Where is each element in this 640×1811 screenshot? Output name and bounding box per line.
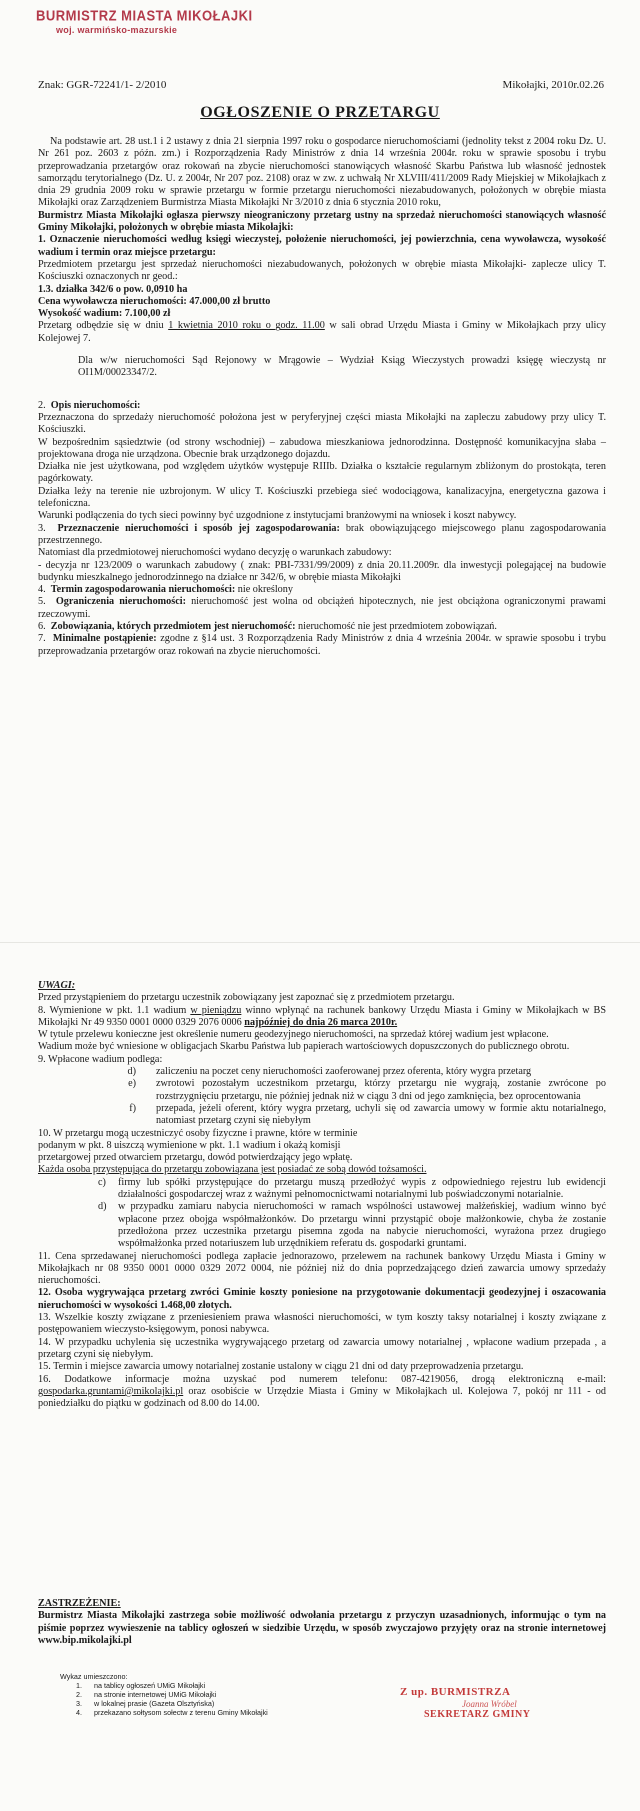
remarks-point-10-b: podanym w pkt. 8 uiszczą wymienione w pkt. 1.1 wadium i okażą komisji	[38, 1139, 341, 1151]
section-7-text: zgodne z §14 ust. 3 Rozporządzenia Rady Ministrów z dnia 4 września 2004r. w sprawie sposobu i trybu przeprowadzania przetargów oraz rokowań na zbycie nieruchomości.	[38, 633, 606, 657]
list-text: firmy lub spółki przystępujące do przetargu muszą przedłożyć wypis z odpowiedniego rejestru lub ewidencji działalności gospodarczej wraz z ważnymi pełnomocnictwami notarialnymi lub poświadczonymi notarialnie.	[118, 1176, 606, 1201]
stamp-line-2: woj. warmińsko-mazurskie	[56, 25, 178, 35]
plot-info: 1.3. działka 342/6 o pow. 0,0910 ha	[38, 283, 188, 295]
list-letter: f)	[129, 1102, 136, 1114]
list-item	[38, 1066, 606, 1078]
p16-prefix: 16. Dodatkowe informacje można uzyskać pod numerem telefonu: 087-4219056, drogą elektroniczną e-mail:	[38, 1373, 606, 1385]
reservation-heading: ZASTRZEŻENIE:	[38, 1598, 121, 1609]
list-text: na tablicy ogłoszeń UMiG Mikołajki	[94, 1681, 206, 1690]
list-letter: c)	[98, 1176, 106, 1188]
deposit-amount: Wysokość wadium: 7.100,00 zł	[38, 308, 171, 320]
section-5-text: nieruchomość jest wolna od obciążeń hipotecznych, nie jest obciążona ograniczonymi prawami rzeczowymi.	[38, 596, 607, 620]
section-4-num: 4.	[38, 584, 46, 596]
signature-name: Joanna Wróbel	[462, 1699, 517, 1709]
list-text: na stronie internetowej UMiG Mikołajki	[94, 1690, 217, 1699]
section-6-num: 6.	[38, 620, 46, 632]
list-text: zwrotowi pozostałym uczestnikom przetargu, którzy przetargu nie wygrają, zostanie zwrócone po rozstrzygnięciu przetargu, nie później jednak niż w ciągu 3 dni od jego zamknięcia, bez oprocentowania	[156, 1078, 606, 1102]
section-7	[38, 633, 606, 658]
list-number: 4.	[76, 1708, 82, 1717]
reservation-text: Burmistrz Miasta Mikołajki zastrzega sobie możliwość odwołania przetargu z przyczyn uzasadnionych, informując o tym na piśmie poprzez wywieszenie na tablicy ogłoszeń w siedzibie Urzędu, w sposób zwyczajowo przyjęty oraz na stronie internetowej www.bip.mikolajki.pl	[38, 1610, 606, 1646]
section-7-title: Minimalne postąpienie:	[52, 633, 157, 645]
remarks-point-15: 15. Termin i miejsce zawarcia umowy notarialnej zostanie ustalony w ciągu 21 dni od daty przeprowadzenia przetargu.	[38, 1361, 524, 1373]
list-text: w lokalnej prasie (Gazeta Olsztyńska)	[94, 1699, 215, 1708]
remarks-point-14: 14. W przypadku uchylenia się uczestnika wygrywającego przetarg od zawarcia umowy notarialnej , wpłacone wadium przepada , a przetarg czyni się niebyłym.	[38, 1336, 606, 1360]
list-item	[60, 1708, 268, 1717]
remarks-point-10-c: przetargowej przed otwarciem przetargu, dowód potwierdzający jego wpłatę.	[38, 1152, 353, 1164]
auction-date-suffix: w sali obrad Urzędu Miasta i Gminy w Mikołajkach przy ulicy Kolejowej 7.	[38, 320, 607, 344]
section-2-line: Działka leży na terenie nie uzbrojonym. W ulicy T. Kościuszki przebiega sieć wodociągowa, kanalizacyjna, energetyczna gazowa i telefoniczna.	[38, 485, 606, 510]
section-1-text: Przedmiotem przetargu jest sprzedaż nieruchomości niezabudowanych, położonych w obrębie miasta Mikołajki- zaplecze ulicy T. Kościuszki oznaczonych nr geod.:	[38, 258, 606, 283]
remarks-point-10: 10. W przetargu mogą uczestniczyć osoby fizyczne i prawne, które w terminie	[38, 1127, 358, 1139]
p8-account: winno wpłynąć na rachunek bankowy Urzędu Miasta i Gminy w Mikołajkach w BS Mikołajki Nr 49 9350 0001 0000 0329 2076 0006	[38, 1004, 606, 1028]
list-text: zaliczeniu na poczet ceny nieruchomości zaoferowanej przez oferenta, który wygra przetarg	[156, 1066, 532, 1078]
list-item	[38, 1103, 606, 1128]
section-2-line: Działka nie jest użytkowana, pod względem użytków występuje RIIIb. Działka o kształcie regularnym zbliżonym do prostokąta, teren pagórkowaty.	[38, 461, 606, 485]
signature-line-1: Z up. BURMISTRZA	[400, 1686, 511, 1698]
p16-suffix: oraz osobiście w Urzędzie Miasta i Gminy w Mikołajkach ul. Kolejowa 7, pokój nr 111 - od poniedziałku do piątku w godzinach od 8.00 do 14.00.	[38, 1385, 606, 1410]
section-3-text: brak obowiązującego miejscowego planu zagospodarowania przestrzennego.	[38, 522, 606, 546]
distribution-list	[60, 1672, 268, 1717]
list-letter: e)	[128, 1078, 136, 1090]
remarks-point-13: 13. Wszelkie koszty związane z przeniesieniem prawa własności nieruchomości, w tym koszty taksy notarialnej i koszty związane z postępowaniem wieczysto-księgowym, ponosi nabywca.	[38, 1312, 606, 1336]
section-4-text: nie określony	[235, 584, 293, 596]
list-text: przepada, jeżeli oferent, który wygra przetarg, uchyli się od zawarcia umowy w formie aktu notarialnego, natomiast przetarg czyni się niebyłym	[156, 1102, 606, 1127]
section-3-title: Przeznaczenie nieruchomości i sposób jej zagospodarowania:	[57, 522, 340, 534]
section-4	[38, 584, 606, 596]
distribution-heading: Wykaz umieszczono:	[60, 1672, 128, 1681]
p8-prefix: 8. Wymienione w pkt. 1.1 wadium	[38, 1004, 191, 1016]
section-3	[38, 523, 606, 548]
remarks-point-8	[38, 1005, 606, 1030]
auction-date-prefix: Przetarg odbędzie się w dniu	[38, 320, 169, 332]
list-item	[60, 1699, 268, 1708]
section-3-line: Natomiast dla przedmiotowej nieruchomości wydano decyzję o warunkach zabudowy:	[38, 547, 392, 559]
sign-reference: Znak: GGR-72241/1- 2/2010	[38, 79, 167, 91]
p8-cash: w pieniądzu	[190, 1004, 242, 1016]
section-5-title: Ograniczenia nieruchomości:	[55, 596, 186, 608]
list-letter: d)	[127, 1066, 136, 1078]
section-7-num: 7.	[38, 633, 46, 645]
remarks-point-8-b: W tytule przelewu konieczne jest określenie numeru geodezyjnego nieruchomości, na sprzedaż której wadium jest wpłacone.	[38, 1029, 549, 1041]
page-divider	[0, 942, 640, 943]
starting-price: Cena wywoławcza nieruchomości: 47.000,00 zł brutto	[38, 295, 271, 307]
list-item	[38, 1078, 606, 1103]
list-number: 2.	[76, 1690, 82, 1699]
section-6-text: nieruchomość nie jest przedmiotem zobowiązań.	[295, 620, 497, 632]
section-1-heading: 1. Oznaczenie nieruchomości według księgi wieczystej, położenie nieruchomości, jej powierzchnia, cena wywoławcza, wysokość wadium i termin oraz miejsce przetargu:	[38, 234, 606, 258]
section-2-num: 2.	[38, 399, 46, 411]
page-title: OGŁOSZENIE O PRZETARGU	[200, 104, 440, 121]
section-6-title: Zobowiązania, których przedmiotem jest nieruchomość:	[50, 620, 296, 632]
list-number: 1.	[76, 1681, 82, 1690]
section-2-line: Przeznaczona do sprzedaży nieruchomość położona jest w peryferyjnej części miasta Mikołajki na zapleczu zabudowy przy ulicy T. Kościuszki.	[38, 411, 606, 436]
section-3-line: - decyzja nr 123/2009 o warunkach zabudowy ( znak: PBI-7331/99/2009) z dnia 20.11.2009r. dla inwestycji polegającej na budowie budynku mieszkalnego jednorodzinnego na działce nr 342/6, w obrębie miasta Mikołajki	[38, 559, 606, 583]
signature-line-3: SEKRETARZ GMINY	[424, 1709, 531, 1720]
remarks-intro: Przed przystąpieniem do przetargu uczestnik zobowiązany jest zapoznać się z przedmiotem przetargu.	[38, 992, 455, 1004]
email-link[interactable]: gospodarka.gruntami@mikolajki.pl	[38, 1385, 184, 1397]
list-letter: d)	[98, 1201, 107, 1213]
burmistrz-stamp	[36, 8, 253, 35]
place-date: Mikołajki, 2010r.02.26	[502, 79, 604, 91]
remarks-heading: UWAGI:	[38, 980, 76, 991]
list-text: przekazano sołtysom sołectw z terenu Gminy Mikołajki	[94, 1708, 268, 1717]
section-2-title: Opis nieruchomości:	[50, 399, 141, 411]
announcement-body	[38, 136, 606, 658]
stamp-line-1: BURMISTRZ MIASTA MIKOŁAJKI	[36, 6, 253, 25]
p8-deadline: najpóźniej do dnia 26 marca 2010r.	[244, 1016, 398, 1028]
section-3-num: 3.	[38, 522, 46, 534]
land-register-note: Dla w/w nieruchomości Sąd Rejonowy w Mrągowie – Wydział Ksiąg Wieczystych prowadzi księgę wieczystą nr OI1M/00023347/2.	[78, 355, 606, 379]
section-5-num: 5.	[38, 596, 46, 608]
remarks-point-9: 9. Wpłacone wadium podlega:	[38, 1053, 163, 1065]
list-item	[60, 1681, 268, 1690]
remarks-point-12: 12. Osoba wygrywająca przetarg zwróci Gminie koszty poniesione na przygotowanie dokumentacji geodezyjnej i oszacowania nieruchomości w wysokości 1.468,00 złotych.	[38, 1287, 606, 1311]
section-2-heading	[38, 400, 606, 412]
remarks-point-10-d: Każda osoba przystępująca do przetargu zobowiązana jest posiadać ze sobą dowód tożsamości.	[38, 1164, 427, 1176]
section-5	[38, 596, 606, 621]
reservation-block	[38, 1598, 606, 1647]
remarks-point-8-c: Wadium może być wniesione w obligacjach Skarbu Państwa lub papierach wartościowych dopuszczonych do publicznego obrotu.	[38, 1041, 570, 1053]
list-text: w przypadku zamiaru nabycia nieruchomości w ramach wspólności ustawowej małżeńskiej, wadium winno być wpłacone przez obojga współmałżonków. Do przetargu winni przystąpić oboje małżonkowie, chyba że zostanie przedłożona przez uczestnika przetargu pisemna zgoda na nabycie nieruchomości, wyrażona przez drugiego współmałżonka przed notariuszem lub urzędnikiem referatu ds. gospodarki gruntami.	[118, 1201, 606, 1250]
section-2-line: W bezpośrednim sąsiedztwie (od strony wschodniej) – zabudowa mieszkaniowa jednorodzinna. Dostępność komunikacyjna słaba – projektowana droga nie urządzona. Obecnie brak urządzonego dojazdu.	[38, 436, 606, 460]
section-6	[38, 621, 606, 633]
remarks-body	[38, 980, 606, 1410]
section-4-title: Termin zagospodarowania nieruchomości:	[50, 584, 236, 596]
list-item	[98, 1177, 606, 1202]
remarks-point-11: 11. Cena sprzedawanej nieruchomości podlega zapłacie jednorazowo, przelewem na rachunek bankowy Urzędu Miasta i Gminy w Mikołajkach nr 08 9350 0001 0000 0329 2072 0004, nie później niż do dnia poprzedzającego dzień zawarcia umowy sprzedaży nieruchomości.	[38, 1250, 606, 1287]
list-item	[60, 1690, 268, 1699]
intro-announcement: Burmistrz Miasta Mikołajki ogłasza pierwszy nieograniczony przetarg ustny na sprzedaż nieruchomości stanowiących własność Gminy Mikołajki, położonych w obrębie miasta Mikołajki:	[38, 209, 606, 234]
auction-date-time: 1 kwietnia 2010 roku o godz. 11.00	[168, 320, 325, 332]
remarks-point-16	[38, 1374, 606, 1411]
signature-stamp	[400, 1686, 531, 1720]
intro-legal-basis: Na podstawie art. 28 ust.1 i 2 ustawy z dnia 21 sierpnia 1997 roku o gospodarce nieruchomościami (jednolity tekst z 2004 roku Dz. U. Nr 261 poz. 2603 z późn. zm.) i Rozporządzenia Rady Ministrów z dnia 14 września 2004r. roku w sprawie sposobu i trybu przeprowadzania przetargów oraz rokowań na zbycie nieruchomości stanowiących własność Skarbu Państwa lub własność jednostek samorządu terytorialnego (Dz. U. z 2004r, Nr 207 poz. 2108) oraz w zw. z uchwałą Nr XLVIII/411/2009 Rady Miejskiej w Mikołajkach z dnia 29 grudnia 2009 roku w sprawie przetargu w formie przetargu nieruchomości niezabudowanych, położonych w obrębie miasta Mikołajki oraz Zarządzeniem Burmistrza Miasta Mikołajki Nr 3/2010 z dnia 6 stycznia 2010 roku,	[38, 136, 606, 209]
auction-date	[38, 320, 606, 345]
list-item	[98, 1201, 606, 1250]
list-number: 3.	[76, 1699, 82, 1708]
section-2-line: Warunki podłączenia do tych sieci powinny być uzgodnione z instytucjami branżowymi na wniosek i koszt nabywcy.	[38, 510, 517, 522]
